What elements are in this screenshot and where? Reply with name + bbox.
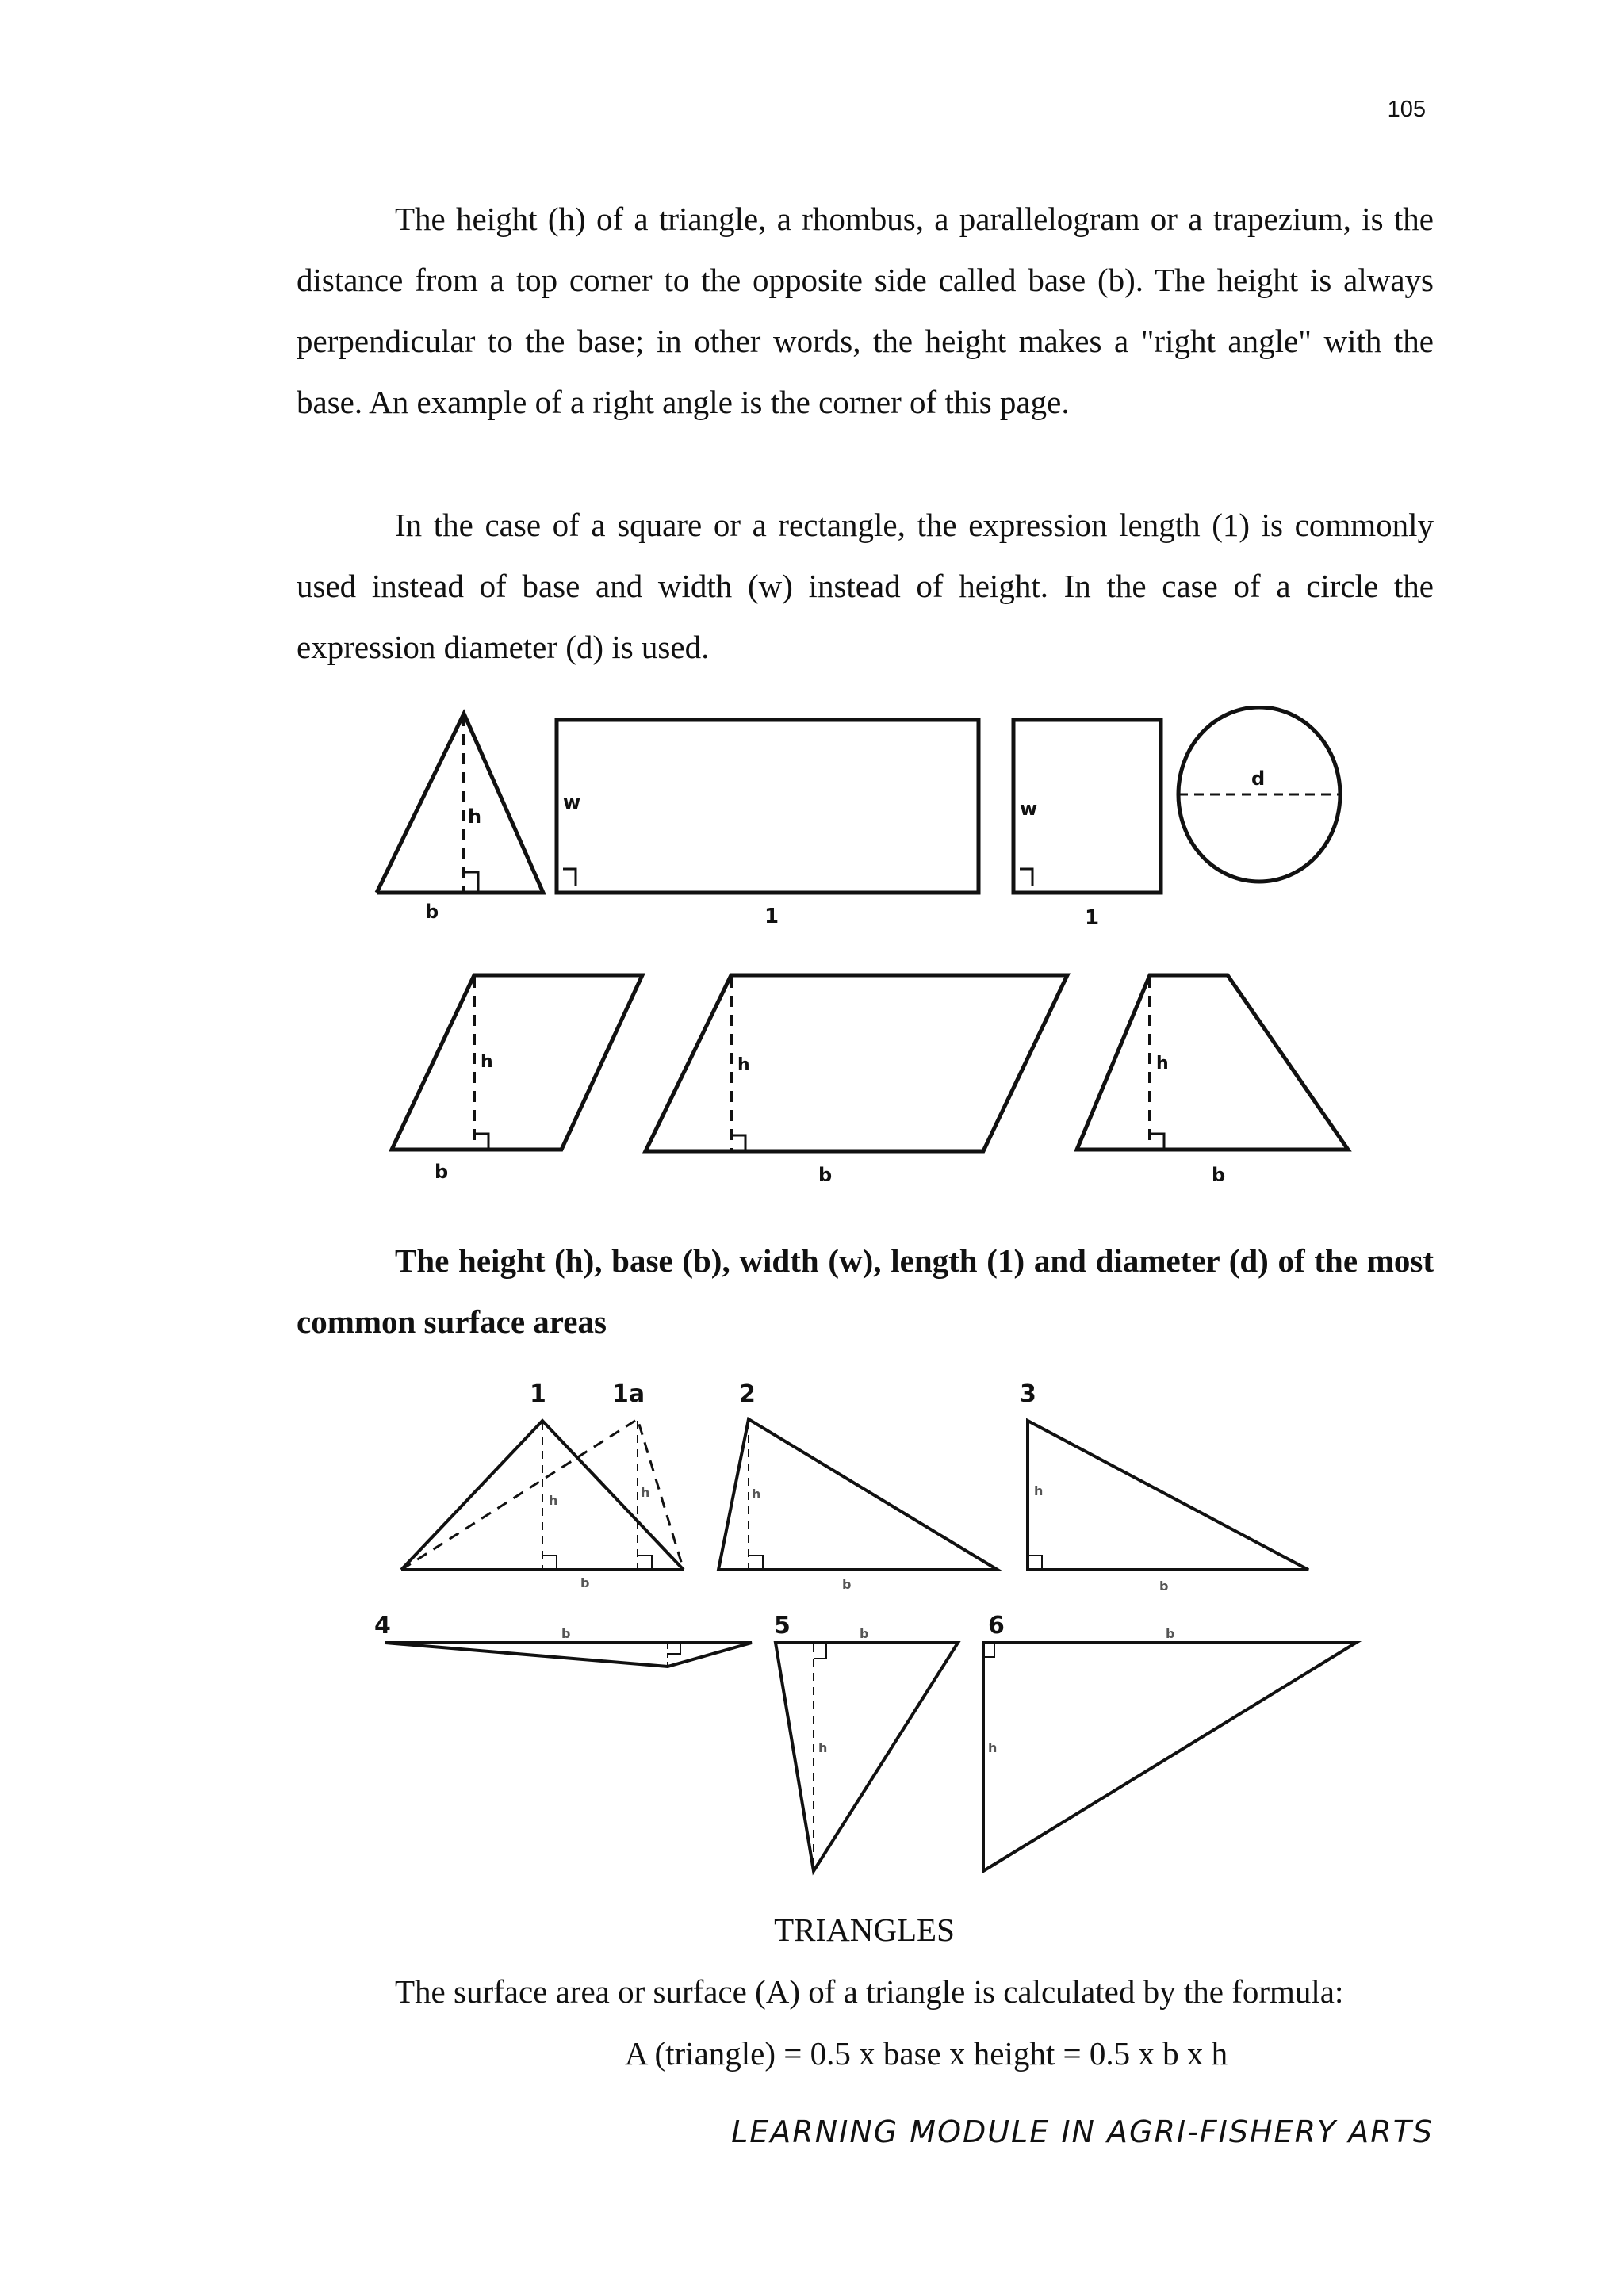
triangle-3	[1020, 1380, 1308, 1594]
triangle-h-label: h	[468, 806, 482, 828]
trapezium-shape	[1077, 975, 1348, 1181]
parallelogram-b-label: b	[818, 1164, 833, 1181]
trapezium-h-label: h	[1156, 1054, 1169, 1073]
triangle-1-and-1a	[401, 1380, 684, 1590]
triangle-number-1: 1	[530, 1380, 546, 1408]
formula-intro: The surface area or surface (A) of a triangle is calculated by the formula:	[395, 1973, 1344, 2010]
square-w-label: w	[1020, 798, 1038, 820]
rectangle-l-label: 1	[764, 905, 779, 928]
svg-text:b: b	[580, 1575, 590, 1590]
svg-text:h: h	[1034, 1483, 1044, 1498]
triangle-shape	[377, 714, 543, 923]
circle-d-label: d	[1251, 767, 1266, 790]
trapezium-b-label: b	[1212, 1164, 1226, 1181]
square-shape	[1013, 720, 1161, 930]
svg-text:b: b	[1166, 1626, 1175, 1641]
triangle-number-4: 4	[374, 1612, 391, 1640]
figure-caption: The height (h), base (b), width (w), length (1) and diameter (d) of the most common surface areas	[297, 1242, 1434, 1340]
triangle-number-3: 3	[1020, 1380, 1036, 1408]
page-number: 105	[1387, 97, 1426, 122]
triangle-2	[718, 1380, 998, 1592]
triangle-number-6: 6	[988, 1612, 1005, 1640]
svg-text:h: h	[641, 1485, 650, 1500]
parallelogram-shape	[645, 975, 1067, 1181]
svg-text:b: b	[1159, 1578, 1169, 1594]
svg-text:b: b	[561, 1626, 571, 1641]
triangle-number-2: 2	[739, 1380, 756, 1408]
paragraph-length-width: In the case of a square or a rectangle, the expression length (1) is commonly used instead of base and width (w) instead of height. In the case of a circle the expression diameter (d) is used.	[297, 507, 1434, 665]
triangle-5	[774, 1612, 958, 1871]
circle-shape	[1178, 707, 1340, 882]
svg-text:h: h	[549, 1493, 558, 1508]
rectangle-w-label: w	[563, 791, 581, 813]
footer-module-title: LEARNING MODULE IN AGRI-FISHERY ARTS	[731, 2114, 1434, 2149]
section-title-triangles: TRIANGLES	[774, 1911, 955, 1948]
rhombus-shape	[392, 975, 642, 1181]
triangle-number-5: 5	[774, 1612, 791, 1640]
triangle-area-formula: A (triangle) = 0.5 x base x height = 0.5 x b x h	[624, 2035, 1228, 2072]
svg-text:b: b	[860, 1626, 869, 1641]
parallelogram-h-label: h	[737, 1055, 750, 1075]
rectangle-shape	[557, 720, 979, 928]
square-l-label: 1	[1085, 906, 1100, 930]
triangle-b-label: b	[425, 901, 439, 923]
figure-triangle-types	[373, 1380, 1372, 1887]
rhombus-h-label: h	[481, 1052, 493, 1072]
svg-text:h: h	[988, 1740, 998, 1755]
triangle-4	[374, 1612, 752, 1667]
svg-text:b: b	[842, 1577, 852, 1592]
paragraph-height-definition: The height (h) of a triangle, a rhombus, a parallelogram or a trapezium, is the distance from a top corner to the opposite side called base (b). The height is always perpendicular to the base; in other words, the height makes a "right angle" with the base. An example of a right angle is the corner of this page.	[297, 201, 1434, 420]
rhombus-b-label: b	[435, 1161, 449, 1181]
svg-text:h: h	[818, 1740, 828, 1755]
triangle-6	[983, 1612, 1356, 1871]
triangle-number-1a: 1a	[612, 1380, 645, 1408]
figure-shape-dimensions	[373, 706, 1364, 1181]
svg-text:h: h	[752, 1487, 761, 1502]
